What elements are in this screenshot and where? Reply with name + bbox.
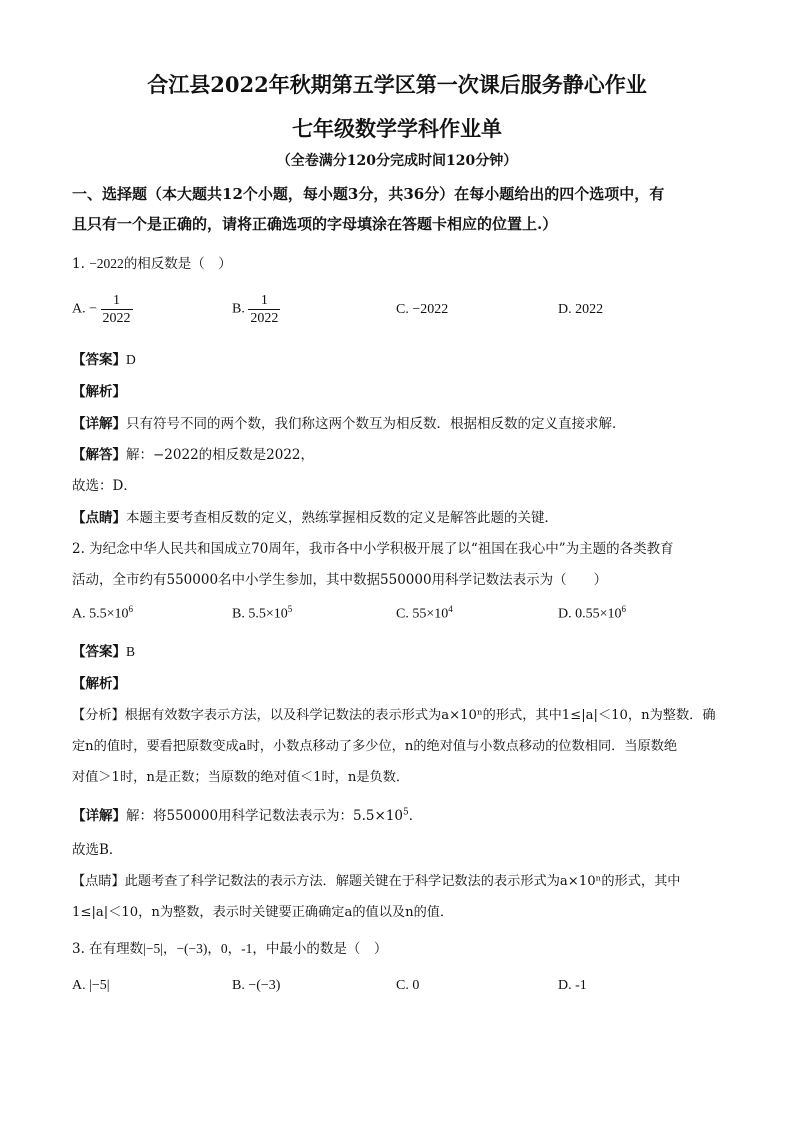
exponent: 5 — [287, 604, 293, 614]
answer-line — [72, 348, 136, 368]
option-b: B. −(−3) — [232, 978, 281, 993]
question-3-stem — [72, 937, 387, 957]
option-c — [396, 604, 453, 623]
option-b — [232, 292, 280, 327]
option-c: C. −2022 — [396, 302, 449, 317]
choose-line: 故选：D． — [72, 478, 137, 494]
analysis-tag: 【解析】 — [72, 384, 126, 400]
answer-tag: 【答案】 — [72, 644, 126, 660]
numerator: 1 — [101, 292, 133, 310]
detail-line — [72, 412, 626, 432]
exam-note: （全卷满分120分完成时间120分钟） — [276, 153, 518, 169]
option-text: A. 5.5×10 — [72, 606, 129, 622]
answer-tag: 【答案】 — [72, 352, 126, 368]
denominator: 2022 — [250, 311, 279, 326]
exponent: 4 — [448, 604, 453, 614]
question-number: 1. — [72, 256, 85, 272]
detail-line — [72, 804, 422, 824]
option-d: D. 2022 — [558, 302, 604, 317]
answer-line — [72, 640, 135, 660]
detail-text: 解：将550000用科学记数法表示为：5.5×10 — [126, 808, 403, 824]
detail-text: 只有符号不同的两个数，我们称这两个数互为相反数．根据相反数的定义直接求解． — [126, 416, 626, 432]
option-d — [558, 604, 626, 623]
detail-tag: 【详解】 — [72, 808, 126, 824]
comment-line2: 1≤|a|＜10，n为整数，表示时关键要正确确定a的值以及n的值． — [72, 905, 454, 920]
exponent: 6 — [621, 604, 627, 614]
analysis-line — [72, 380, 126, 400]
section-heading-line1: 一、选择题（本大题共12个小题，每小题3分，共36分）在每小题给出的四个选项中，有 — [72, 185, 665, 203]
question-2-stem-line1: 2. 为纪念中华人民共和国成立70周年，我市各中小学积极开展了以“祖国在我心中”为主题的各类教育 — [72, 541, 674, 557]
comment-line — [72, 506, 558, 526]
choose-line: 故选B． — [72, 842, 123, 858]
solution-line — [72, 443, 314, 463]
comment-tag: 【点睛】 — [72, 510, 126, 526]
question-text: 3. 在有理数 — [72, 941, 144, 957]
fraction — [101, 292, 133, 327]
detail-tag: 【详解】 — [72, 416, 126, 432]
analysis-text-line1: 【分析】根据有效数字表示方法，以及科学记数法的表示形式为a×10ⁿ的形式，其中1≤|a|＜10，n为整数．确 — [72, 708, 716, 723]
question-text: 的相反数是（ ） — [123, 256, 232, 272]
document-subtitle: 七年级数学学科作业单 — [292, 116, 502, 141]
analysis-line — [72, 672, 126, 692]
question-math: |−5|，−(−3)，0，-1 — [143, 941, 253, 956]
fraction — [248, 292, 280, 327]
option-b — [232, 604, 292, 623]
question-2-stem-line2: 活动，全市约有550000名中小学生参加，其中数据550000用科学记数法表示为（ ） — [72, 572, 608, 588]
exponent: 5 — [403, 807, 409, 818]
option-a — [72, 292, 133, 327]
option-d: D. -1 — [558, 978, 587, 993]
analysis-tag: 【解析】 — [72, 676, 126, 692]
question-math: −2022 — [89, 256, 124, 271]
analysis-text-line3: 对值＞1时，n是正数；当原数的绝对值＜1时，n是负数． — [72, 770, 410, 785]
analysis-text-line2: 定n的值时，要看把原数变成a时，小数点移动了多少位，n的绝对值与小数点移动的位数相同．当原数绝 — [72, 739, 678, 754]
option-a — [72, 604, 133, 623]
option-text: C. 55×10 — [396, 606, 449, 622]
question-text-end: ，中最小的数是（ ） — [252, 941, 388, 957]
option-a: A. |−5| — [72, 978, 110, 993]
question-1-stem — [72, 252, 232, 272]
denominator: 2022 — [102, 311, 131, 326]
option-text: B. 5.5×10 — [232, 606, 288, 622]
comment-line1: 【点睛】此题考查了科学记数法的表示方法．解题关键在于科学记数法的表示形式为a×10ⁿ的形式，其中 — [72, 874, 681, 889]
option-c: C. 0 — [396, 978, 420, 993]
option-label: B. — [232, 301, 245, 317]
answer-value: B — [126, 644, 136, 659]
minus-sign: − — [89, 301, 98, 317]
exponent: 6 — [128, 604, 134, 614]
solution-tag: 【解答】 — [72, 447, 126, 463]
comment-text: 本题主要考查相反数的定义，熟练掌握相反数的定义是解答此题的关键． — [126, 510, 558, 526]
solution-text: 解：−2022的相反数是2022， — [126, 447, 315, 463]
answer-value: D — [126, 352, 136, 367]
detail-end: ． — [408, 808, 423, 824]
numerator: 1 — [248, 292, 280, 310]
option-label: A. — [72, 301, 86, 317]
option-text: D. 0.55×10 — [558, 606, 622, 622]
section-heading-line2: 且只有一个是正确的，请将正确选项的字母填涂在答题卡相应的位置上.） — [72, 215, 558, 233]
document-title: 合江县2022年秋期第五学区第一次课后服务静心作业 — [147, 72, 647, 97]
